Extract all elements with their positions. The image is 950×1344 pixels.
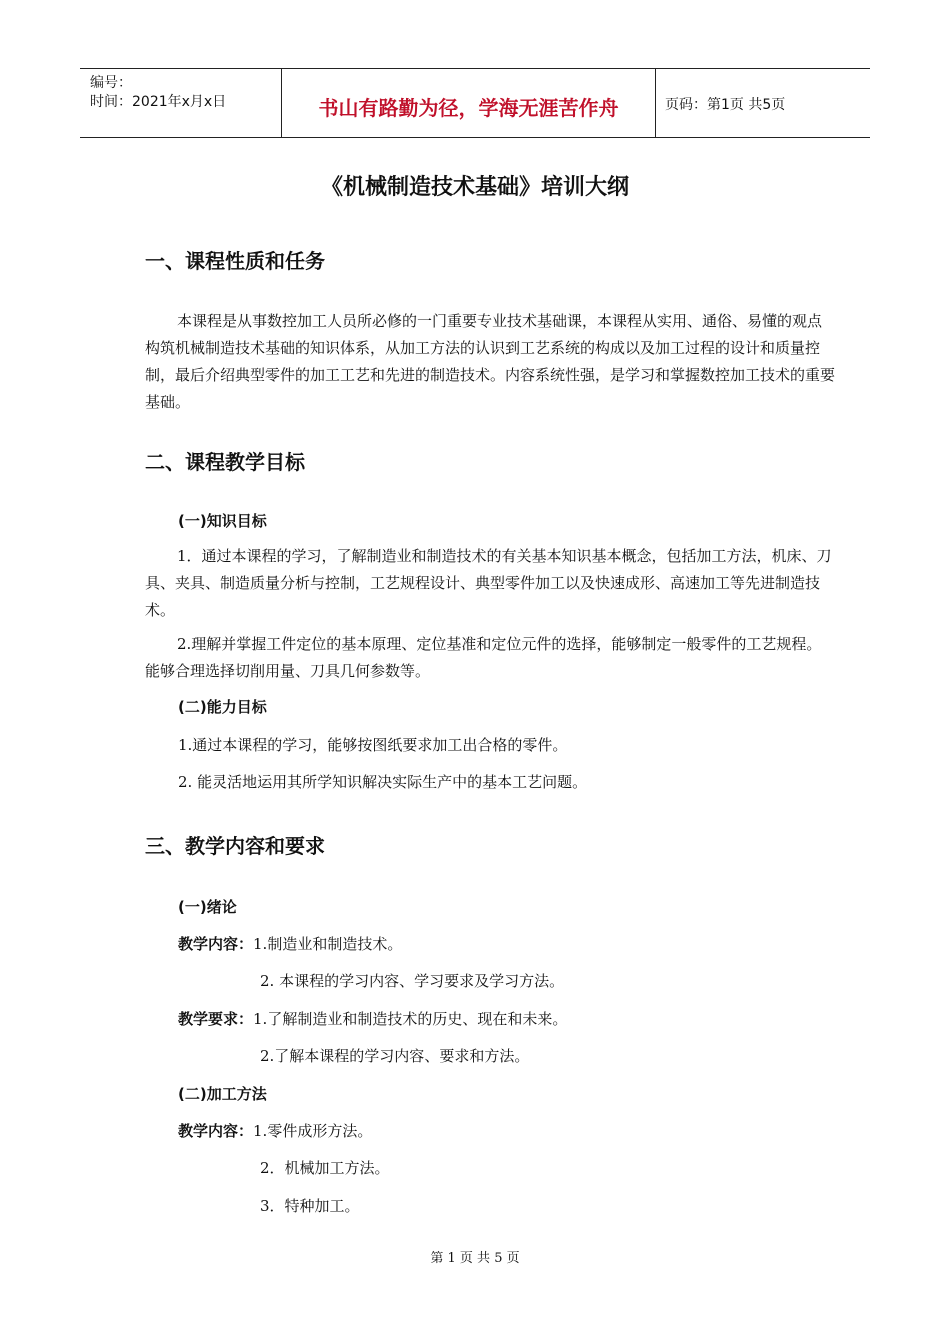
header-left-cell — [80, 69, 281, 137]
processing-content-item: 2．机械加工方法。 — [260, 1159, 390, 1177]
teaching-requirement-row-1 — [178, 1008, 567, 1029]
teaching-requirement-label: 教学要求： — [178, 1010, 254, 1028]
processing-content-item: 1.零件成形方法。 — [253, 1122, 373, 1140]
header-center-cell — [281, 69, 656, 137]
knowledge-goal-item-2: 2.理解并掌握工件定位的基本原理、定位基准和定位元件的选择，能够制定一般零件的工艺规程。能够合理选择切削用量、刀具几何参数等。 — [145, 635, 822, 680]
section2-heading: 二、课程教学目标 — [145, 450, 305, 474]
header-right-cell — [655, 69, 870, 137]
processing-content-row-1 — [178, 1120, 372, 1141]
time-label: 时间：2021年x月x日 — [90, 94, 227, 110]
teaching-content-row-1 — [178, 933, 402, 954]
processing-content-label: 教学内容： — [178, 1122, 254, 1140]
processing-content-item: 3．特种加工。 — [260, 1197, 360, 1215]
teaching-requirement-item: 2.了解本课程的学习内容、要求和方法。 — [260, 1047, 530, 1065]
ability-goal-heading: (二)能力目标 — [178, 698, 267, 716]
knowledge-goal-heading: (一)知识目标 — [178, 512, 267, 530]
document-title: 《机械制造技术基础》培训大纲 — [320, 175, 629, 200]
section3-heading: 三、教学内容和要求 — [145, 834, 325, 858]
page-footer: 第 1 页 共 5 页 — [430, 1251, 520, 1266]
teaching-content-label: 教学内容： — [178, 935, 254, 953]
processing-methods-heading: (二)加工方法 — [178, 1085, 267, 1103]
knowledge-goal-item-1: 1．通过本课程的学习，了解制造业和制造技术的有关基本知识基本概念，包括加工方法，机床、刀具、夹具、制造质量分析与控制，工艺规程设计、典型零件加工以及快速成形、高速加工等先进制造技术。 — [145, 547, 832, 619]
number-label: 编号： — [90, 75, 132, 91]
section1-body: 本课程是从事数控加工人员所必修的一门重要专业技术基础课，本课程从实用、通俗、易懂的观点构筑机械制造技术基础的知识体系，从加工方法的认识到工艺系统的构成以及加工过程的设计和质量控制，最后介绍典型零件的加工工艺和先进的制造技术。内容系统性强，是学习和掌握数控加工技术的重要基础。 — [145, 312, 836, 411]
ability-goal-item-1: 1.通过本课程的学习，能够按图纸要求加工出合格的零件。 — [178, 736, 568, 754]
header-table — [80, 68, 870, 138]
motto: 书山有路勤为径，学海无涯苦作舟 — [318, 96, 619, 120]
teaching-content-item: 1.制造业和制造技术。 — [253, 935, 403, 953]
teaching-requirement-item: 1.了解制造业和制造技术的历史、现在和未来。 — [253, 1010, 568, 1028]
page-info: 页码：第1页 共5页 — [665, 97, 786, 113]
intro-heading: (一)绪论 — [178, 898, 237, 916]
teaching-content-item: 2. 本课程的学习内容、学习要求及学习方法。 — [260, 972, 565, 990]
ability-goal-item-2: 2. 能灵活地运用其所学知识解决实际生产中的基本工艺问题。 — [178, 773, 588, 791]
section1-heading: 一、课程性质和任务 — [145, 249, 325, 273]
